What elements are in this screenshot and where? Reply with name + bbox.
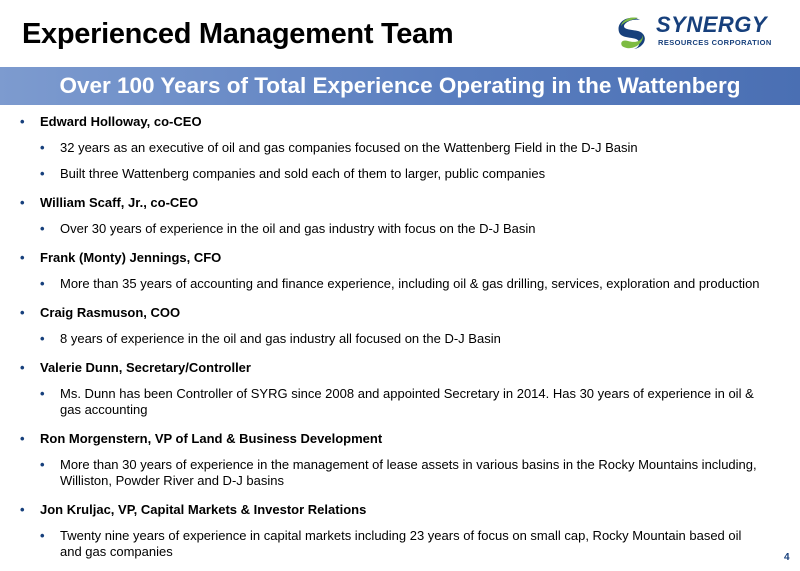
detail-text: Over 30 years of experience in the oil and gas industry with focus on the D-J Basin (60, 221, 536, 236)
bullet-icon: • (40, 457, 45, 472)
person-item (20, 429, 800, 447)
bullet-icon: • (20, 305, 25, 320)
synergy-swirl-icon (610, 12, 652, 54)
bullet-icon: • (40, 166, 45, 181)
person-name: Craig Rasmuson, COO (40, 305, 181, 320)
management-list (0, 112, 800, 560)
person-detail (40, 211, 760, 237)
detail-text: 32 years as an executive of oil and gas companies focused on the Wattenberg Field in the D-J Basin (60, 140, 638, 155)
bullet-icon: • (20, 360, 25, 375)
detail-text: More than 30 years of experience in the management of lease assets in various basins in the Rocky Mountains including, Williston, Powder River and D-J basins (60, 457, 757, 488)
page-title: Experienced Management Team (22, 18, 454, 50)
bullet-icon: • (40, 140, 45, 155)
detail-text: More than 35 years of accounting and finance experience, including oil & gas drilling, services, exploration and production (60, 276, 760, 291)
person-name: Valerie Dunn, Secretary/Controller (40, 360, 251, 375)
person-detail (40, 266, 760, 292)
person-detail (40, 447, 760, 489)
bullet-icon: • (20, 114, 25, 129)
banner-text: Over 100 Years of Total Experience Operating in the Wattenberg (59, 73, 741, 98)
person-item (20, 358, 800, 376)
bullet-icon: • (20, 250, 25, 265)
headline-banner (0, 67, 800, 105)
person-name: Frank (Monty) Jennings, CFO (40, 250, 222, 265)
person-detail (40, 156, 760, 182)
bullet-icon: • (40, 221, 45, 236)
person-item (20, 303, 800, 321)
person-item (20, 500, 800, 518)
page-number: 4 (784, 552, 790, 563)
bullet-icon: • (20, 502, 25, 517)
person-detail (40, 130, 760, 156)
logo-name: SYNERGY (656, 12, 768, 37)
detail-text: Built three Wattenberg companies and sold each of them to larger, public companies (60, 166, 546, 181)
detail-text: Twenty nine years of experience in capital markets including 23 years of focus on small cap, Rocky Mountain based oil and gas companies (60, 528, 742, 559)
bullet-icon: • (20, 195, 25, 210)
person-name: William Scaff, Jr., co-CEO (40, 195, 199, 210)
person-detail (40, 518, 760, 560)
bullet-icon: • (40, 528, 45, 543)
person-item (20, 112, 800, 130)
person-item (20, 193, 800, 211)
bullet-icon: • (20, 431, 25, 446)
person-detail (40, 321, 760, 347)
bullet-icon: • (40, 331, 45, 346)
logo-subtitle: RESOURCES CORPORATION (658, 38, 772, 47)
person-item (20, 248, 800, 266)
company-logo (610, 8, 790, 60)
person-detail (40, 376, 760, 418)
person-name: Jon Kruljac, VP, Capital Markets & Investor Relations (40, 502, 367, 517)
person-name: Ron Morgenstern, VP of Land & Business Development (40, 431, 383, 446)
detail-text: Ms. Dunn has been Controller of SYRG since 2008 and appointed Secretary in 2014. Has 30 years of experience in oil & gas accounting (60, 386, 754, 417)
bullet-icon: • (40, 386, 45, 401)
detail-text: 8 years of experience in the oil and gas industry all focused on the D-J Basin (60, 331, 501, 346)
bullet-icon: • (40, 276, 45, 291)
person-name: Edward Holloway, co-CEO (40, 114, 202, 129)
